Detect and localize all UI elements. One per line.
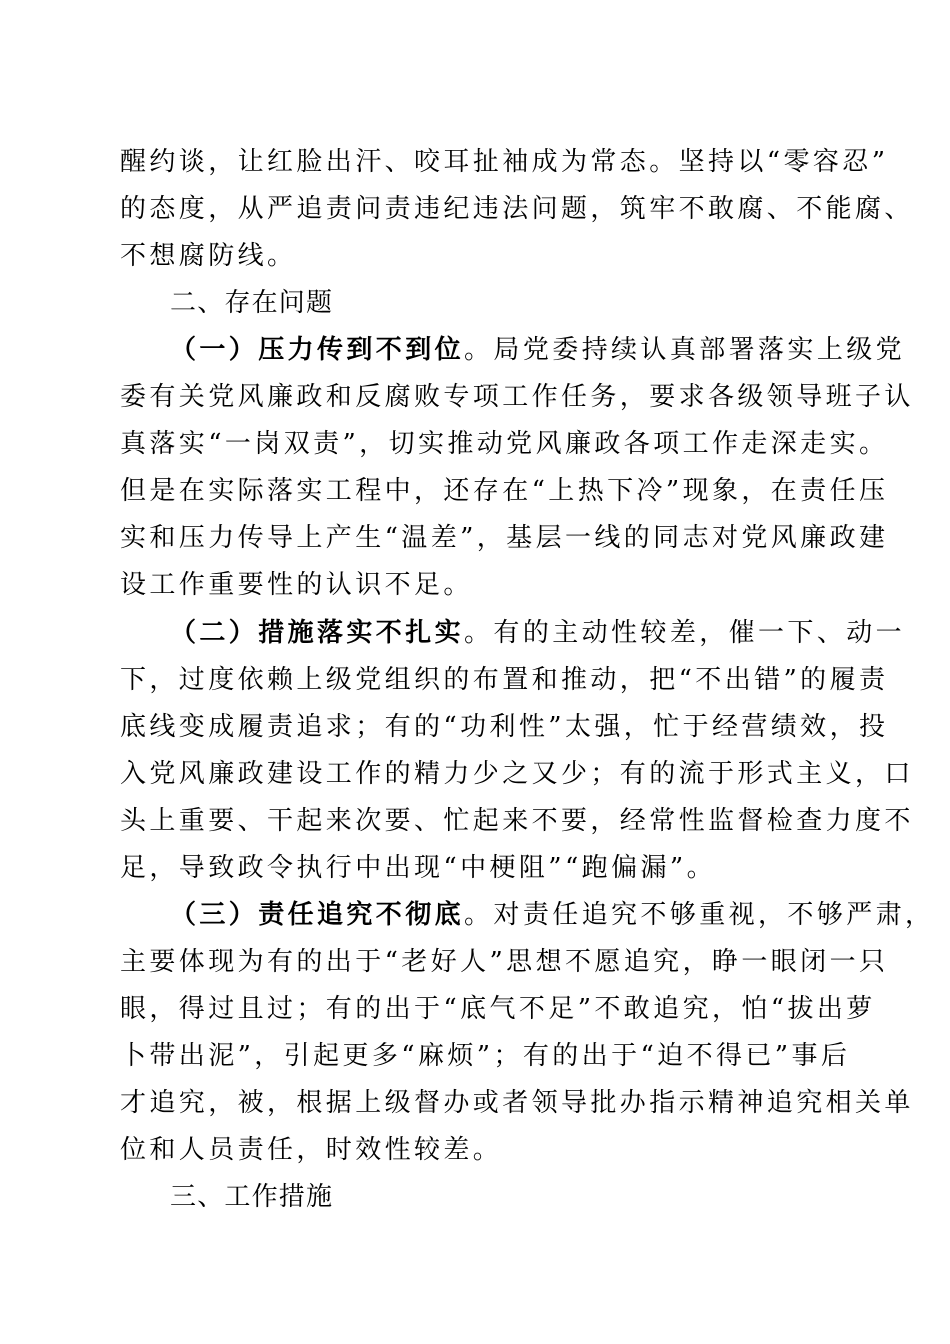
body-text-line: 下，过度依赖上级党组织的布置和推动，把“不出错”的履责 — [120, 665, 889, 695]
body-text-line: 的态度，从严追责问责违纪违法问题，筑牢不敢腐、不能腐、 — [120, 194, 914, 224]
body-text-line: 眼，得过且过；有的出于“底气不足”不敢追究，怕“拔出萝 — [120, 994, 876, 1024]
item-three-title: （三）责任追究不彻底 — [170, 900, 465, 930]
body-text-line: 真落实“一岗双责”，切实推动党风廉政各项工作走深走实。 — [120, 429, 889, 459]
item-two-title: （二）措施落实不扎实 — [170, 618, 465, 648]
section-heading-problems: 二、存在问题 — [170, 288, 334, 318]
body-text-line: 实和压力传导上产生“温差”，基层一线的同志对党风廉政建 — [120, 523, 889, 553]
item-two-first-line — [170, 616, 905, 650]
body-text-line: 卜带出泥”，引起更多“麻烦”；有的出于“迫不得已”事后 — [120, 1041, 851, 1071]
body-text-line: 但是在实际落实工程中，还存在“上热下冷”现象，在责任压 — [120, 476, 889, 506]
body-text-line: 入党风廉政建设工作的精力少之又少；有的流于形式主义，口 — [120, 759, 914, 789]
body-text-line: 足，导致政令执行中出现“中梗阻”“跑偏漏”。 — [120, 853, 716, 883]
body-text-line: 不想腐防线。 — [120, 241, 297, 271]
body-text-line: 才追究，被，根据上级督办或者领导批办指示精神追究相关单 — [120, 1088, 914, 1118]
item-one-title: （一）压力传到不到位 — [170, 335, 465, 365]
item-two-text: 。有的主动性较差，催一下、动一 — [464, 618, 906, 648]
item-three-first-line — [170, 898, 934, 932]
body-text-line: 底线变成履责追求；有的“功利性”太强，忙于经营绩效，投 — [120, 712, 889, 742]
item-one-text: 。局党委持续认真部署落实上级党 — [464, 335, 906, 365]
body-text-line: 醒约谈，让红脸出汗、咬耳扯袖成为常态。坚持以“零容忍” — [120, 147, 889, 177]
item-three-text: 。对责任追究不够重视，不够严肃， — [464, 900, 935, 930]
body-text-line: 头上重要、干起来次要、忙起来不要，经常性监督检查力度不 — [120, 806, 914, 836]
section-heading-measures: 三、工作措施 — [170, 1182, 334, 1212]
body-text-line: 设工作重要性的认识不足。 — [120, 570, 473, 600]
body-text-line: 位和人员责任，时效性较差。 — [120, 1135, 503, 1165]
body-text-line: 委有关党风廉政和反腐败专项工作任务，要求各级领导班子认 — [120, 382, 914, 412]
body-text-line: 主要体现为有的出于“老好人”思想不愿追究，睁一眼闭一只 — [120, 947, 889, 977]
item-one-first-line — [170, 333, 905, 367]
